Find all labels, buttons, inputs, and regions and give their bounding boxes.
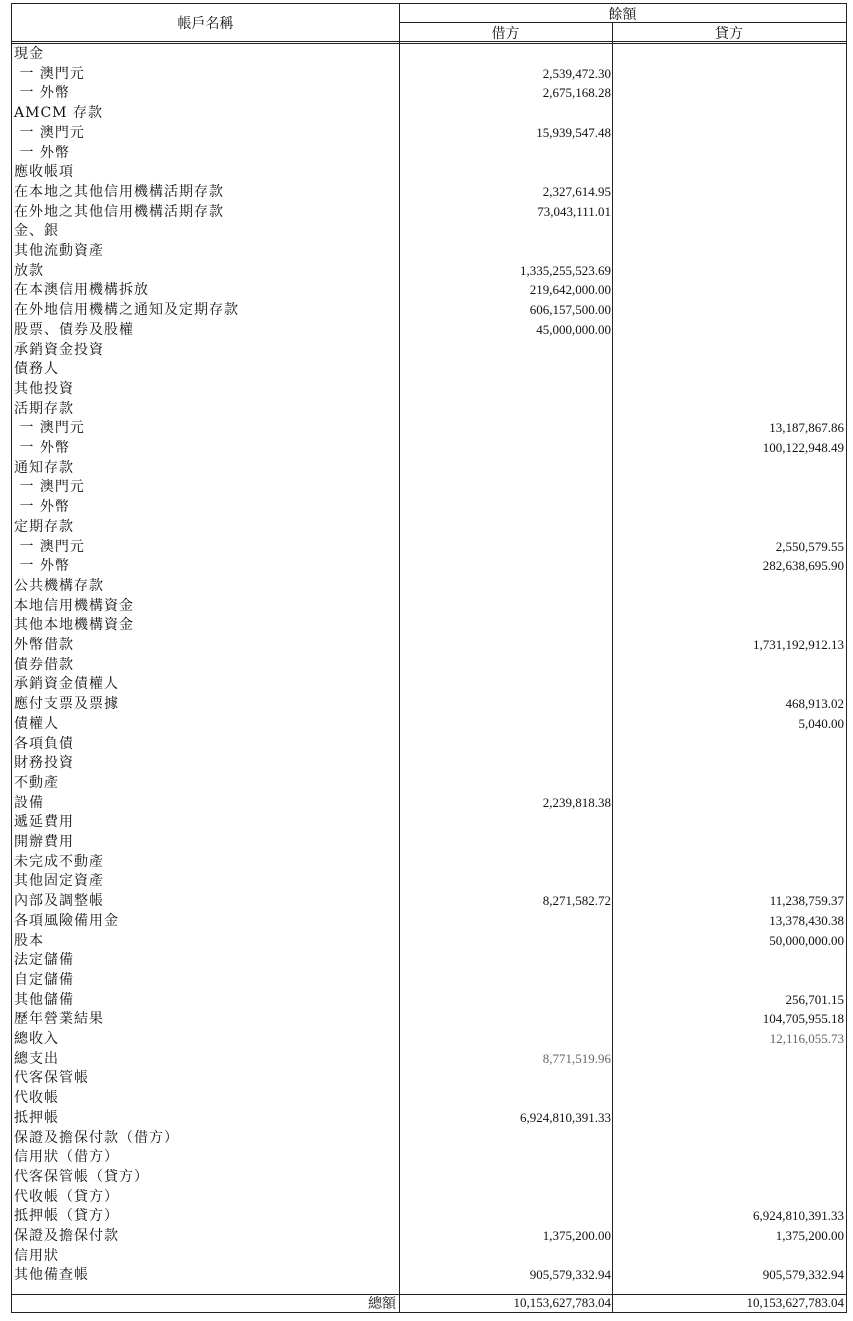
- table-row: [12, 162, 846, 182]
- account-name: 其他備查帳: [14, 1267, 89, 1284]
- account-name: 一 外幣: [14, 144, 70, 161]
- account-name: 金、銀: [14, 223, 59, 240]
- account-name: 活期存款: [14, 400, 74, 417]
- account-name: 外幣借款: [14, 637, 74, 653]
- account-name: 其他流動資產: [14, 243, 104, 259]
- account-name: 代客保管帳: [14, 1070, 89, 1087]
- credit-amount: 6,924,810,391.33: [753, 1208, 844, 1224]
- credit-amount: 5,040.00: [798, 715, 844, 731]
- credit-amount: 11,238,759.37: [769, 893, 844, 909]
- account-name: 其他投資: [14, 380, 74, 397]
- table-row: [12, 320, 846, 340]
- table-row: [12, 517, 846, 537]
- total-credit: 10,153,627,783.04: [746, 1295, 844, 1310]
- table-row: [12, 458, 846, 478]
- table-row: [12, 911, 846, 931]
- table-row: [12, 1049, 846, 1069]
- credit-amount: 12,116,055.73: [769, 1031, 844, 1046]
- account-name: 在外地之其他信用機構活期存款: [14, 203, 224, 220]
- credit-amount: 905,579,332.94: [762, 1267, 844, 1283]
- table-row: [12, 1206, 846, 1226]
- account-name: 不動產: [14, 774, 59, 791]
- account-name: 其他本地機構資金: [14, 617, 134, 634]
- table-row: [12, 1108, 846, 1128]
- account-name: 定期存款: [14, 518, 74, 535]
- credit-amount: 256,701.15: [785, 991, 844, 1007]
- account-name: 內部及調整帳: [14, 893, 104, 910]
- account-name: 股本: [14, 932, 44, 949]
- account-name: 總支出: [14, 1050, 59, 1067]
- account-name: 代收帳（貸方）: [14, 1188, 119, 1205]
- credit-amount: 13,378,430.38: [769, 912, 844, 928]
- account-name: 各項風險備用金: [14, 912, 119, 929]
- account-name: 代客保管帳（貸方）: [14, 1168, 149, 1185]
- credit-amount: 1,375,200.00: [775, 1228, 844, 1243]
- account-name: 承銷資金債權人: [14, 676, 119, 693]
- account-name: 抵押帳: [14, 1109, 59, 1126]
- table-row: [12, 753, 846, 773]
- table-row: [12, 1246, 846, 1266]
- account-name: 放款: [14, 262, 44, 279]
- credit-amount: 104,705,955.18: [762, 1011, 844, 1027]
- table-row: [12, 615, 846, 635]
- debit-amount: 2,327,614.95: [542, 183, 611, 199]
- table-row: [12, 497, 846, 517]
- table-row: [12, 64, 846, 84]
- account-name: 應付支票及票據: [14, 696, 119, 713]
- account-name-header: 帳戶名稱: [177, 16, 234, 32]
- account-name: 債權人: [14, 715, 59, 732]
- credit-amount: 468,913.02: [785, 696, 844, 712]
- table-row: [12, 694, 846, 714]
- debit-amount: 1,375,200.00: [542, 1228, 611, 1243]
- table-row: [12, 990, 846, 1010]
- account-name: 抵押帳（貸方）: [14, 1208, 119, 1225]
- account-name: 債券借款: [14, 656, 74, 673]
- table-row: [12, 221, 846, 241]
- total-debit: 10,153,627,783.04: [513, 1295, 611, 1310]
- table-row: [12, 241, 846, 261]
- account-name: 本地信用機構資金: [14, 597, 134, 614]
- account-name: 一 外幣: [14, 558, 70, 575]
- balance-header: 餘額: [608, 7, 637, 23]
- account-name: 保證及擔保付款: [14, 1228, 119, 1244]
- table-row: [12, 261, 846, 281]
- table-row: [12, 1147, 846, 1167]
- debit-amount: 8,771,519.96: [542, 1050, 611, 1066]
- table-row: [12, 379, 846, 399]
- debit-amount: 15,939,547.48: [536, 124, 611, 140]
- credit-amount: 282,638,695.90: [762, 558, 844, 574]
- account-name: 公共機構存款: [14, 577, 104, 594]
- account-name: 法定儲備: [14, 952, 74, 969]
- table-row: [12, 734, 846, 754]
- table-row: [12, 103, 846, 123]
- account-name: 財務投資: [14, 755, 74, 772]
- account-name: 在外地信用機構之通知及定期存款: [14, 302, 239, 319]
- account-name: 總收入: [14, 1031, 59, 1047]
- account-name: 各項負債: [14, 735, 74, 752]
- table-row: [12, 1265, 846, 1285]
- table-row: [12, 280, 846, 300]
- debit-amount: 6,924,810,391.33: [520, 1109, 611, 1125]
- account-name: 開辦費用: [14, 834, 74, 850]
- account-name: 遞延費用: [14, 814, 74, 831]
- account-name: 信用狀（借方）: [14, 1149, 119, 1166]
- account-name: 在本地之其他信用機構活期存款: [14, 183, 224, 200]
- table-row: [12, 635, 846, 655]
- debit-amount: 2,539,472.30: [542, 65, 611, 81]
- table-row: [12, 418, 846, 438]
- table-row: [12, 576, 846, 596]
- table-row: [12, 793, 846, 813]
- table-row: [12, 340, 846, 360]
- table-row: [12, 970, 846, 990]
- account-name: 自定儲備: [14, 971, 74, 988]
- table-row: [12, 556, 846, 576]
- account-name: 通知存款: [14, 459, 74, 476]
- debit-amount: 8,271,582.72: [542, 893, 611, 909]
- credit-amount: 100,122,948.49: [762, 440, 844, 455]
- table-row: [12, 950, 846, 970]
- table-row: [12, 182, 846, 202]
- account-name: 一 外幣: [14, 85, 70, 102]
- debit-header: 借方: [491, 26, 520, 42]
- account-name: 一 澳門元: [14, 65, 85, 82]
- account-name: 在本澳信用機構拆放: [14, 282, 149, 299]
- table-row: [12, 1128, 846, 1148]
- credit-amount: 50,000,000.00: [769, 932, 844, 948]
- account-name: 其他固定資產: [14, 873, 104, 890]
- table-row: [12, 931, 846, 951]
- table-row: [12, 1088, 846, 1108]
- table-row: [12, 852, 846, 872]
- table-row: [12, 1187, 846, 1207]
- table-row: [12, 1226, 846, 1246]
- account-name: 一 澳門元: [14, 420, 85, 437]
- table-row: [12, 300, 846, 320]
- account-name: 一 澳門元: [14, 538, 85, 555]
- debit-amount: 73,043,111.01: [537, 203, 611, 219]
- trial-balance-table: [11, 3, 847, 1313]
- debit-amount: 606,157,500.00: [529, 302, 611, 318]
- credit-amount: 2,550,579.55: [775, 538, 844, 554]
- table-row: [12, 596, 846, 616]
- table-row: [12, 44, 846, 64]
- debit-amount: 905,579,332.94: [529, 1267, 611, 1283]
- account-name: 現金: [14, 46, 44, 62]
- table-row: [12, 1068, 846, 1088]
- debit-amount: 1,335,255,523.69: [520, 262, 611, 278]
- table-row: [12, 202, 846, 222]
- account-name: 代收帳: [14, 1090, 59, 1107]
- debit-amount: 219,642,000.00: [529, 282, 611, 298]
- credit-header: 貸方: [715, 26, 743, 42]
- account-name: 應收帳項: [14, 164, 74, 181]
- table-row: [12, 714, 846, 734]
- account-name: 一 澳門元: [14, 124, 85, 141]
- table-row: [12, 1029, 846, 1049]
- table-row: [12, 143, 846, 163]
- credit-amount: 1,731,192,912.13: [753, 637, 844, 652]
- account-name: 歷年營業結果: [14, 1011, 104, 1028]
- table-row: [12, 773, 846, 793]
- account-name: 承銷資金投資: [14, 341, 104, 358]
- table-row: [12, 123, 846, 143]
- table-row: [12, 399, 846, 419]
- account-name: 設備: [14, 794, 44, 811]
- total-label: 總額: [368, 1296, 396, 1312]
- account-name: 保證及擔保付款（借方）: [14, 1129, 179, 1146]
- account-name: 一 外幣: [14, 440, 70, 456]
- debit-amount: 2,675,168.28: [542, 85, 611, 101]
- table-row: [12, 438, 846, 458]
- table-row: [12, 655, 846, 675]
- table-row: [12, 477, 846, 497]
- account-name: 未完成不動產: [14, 853, 104, 870]
- debit-amount: 2,239,818.38: [542, 794, 611, 810]
- account-name: 一 外幣: [14, 499, 70, 516]
- table-row: [12, 891, 846, 911]
- table-row: [12, 359, 846, 379]
- table-row: [12, 83, 846, 103]
- account-name: 信用狀: [14, 1247, 59, 1264]
- table-row: [12, 1009, 846, 1029]
- account-name: 一 澳門元: [14, 479, 85, 496]
- table-row: [12, 1167, 846, 1187]
- account-name: 股票、債券及股權: [14, 321, 134, 338]
- credit-amount: 13,187,867.86: [769, 420, 844, 436]
- table-row: [12, 871, 846, 891]
- table-row: [12, 812, 846, 832]
- account-name: 債務人: [14, 361, 59, 378]
- table-row: [12, 537, 846, 557]
- table-row: [12, 674, 846, 694]
- table-row: [12, 832, 846, 852]
- debit-amount: 45,000,000.00: [536, 321, 611, 337]
- account-name: AMCM 存款: [14, 105, 103, 122]
- account-name: 其他儲備: [14, 991, 74, 1008]
